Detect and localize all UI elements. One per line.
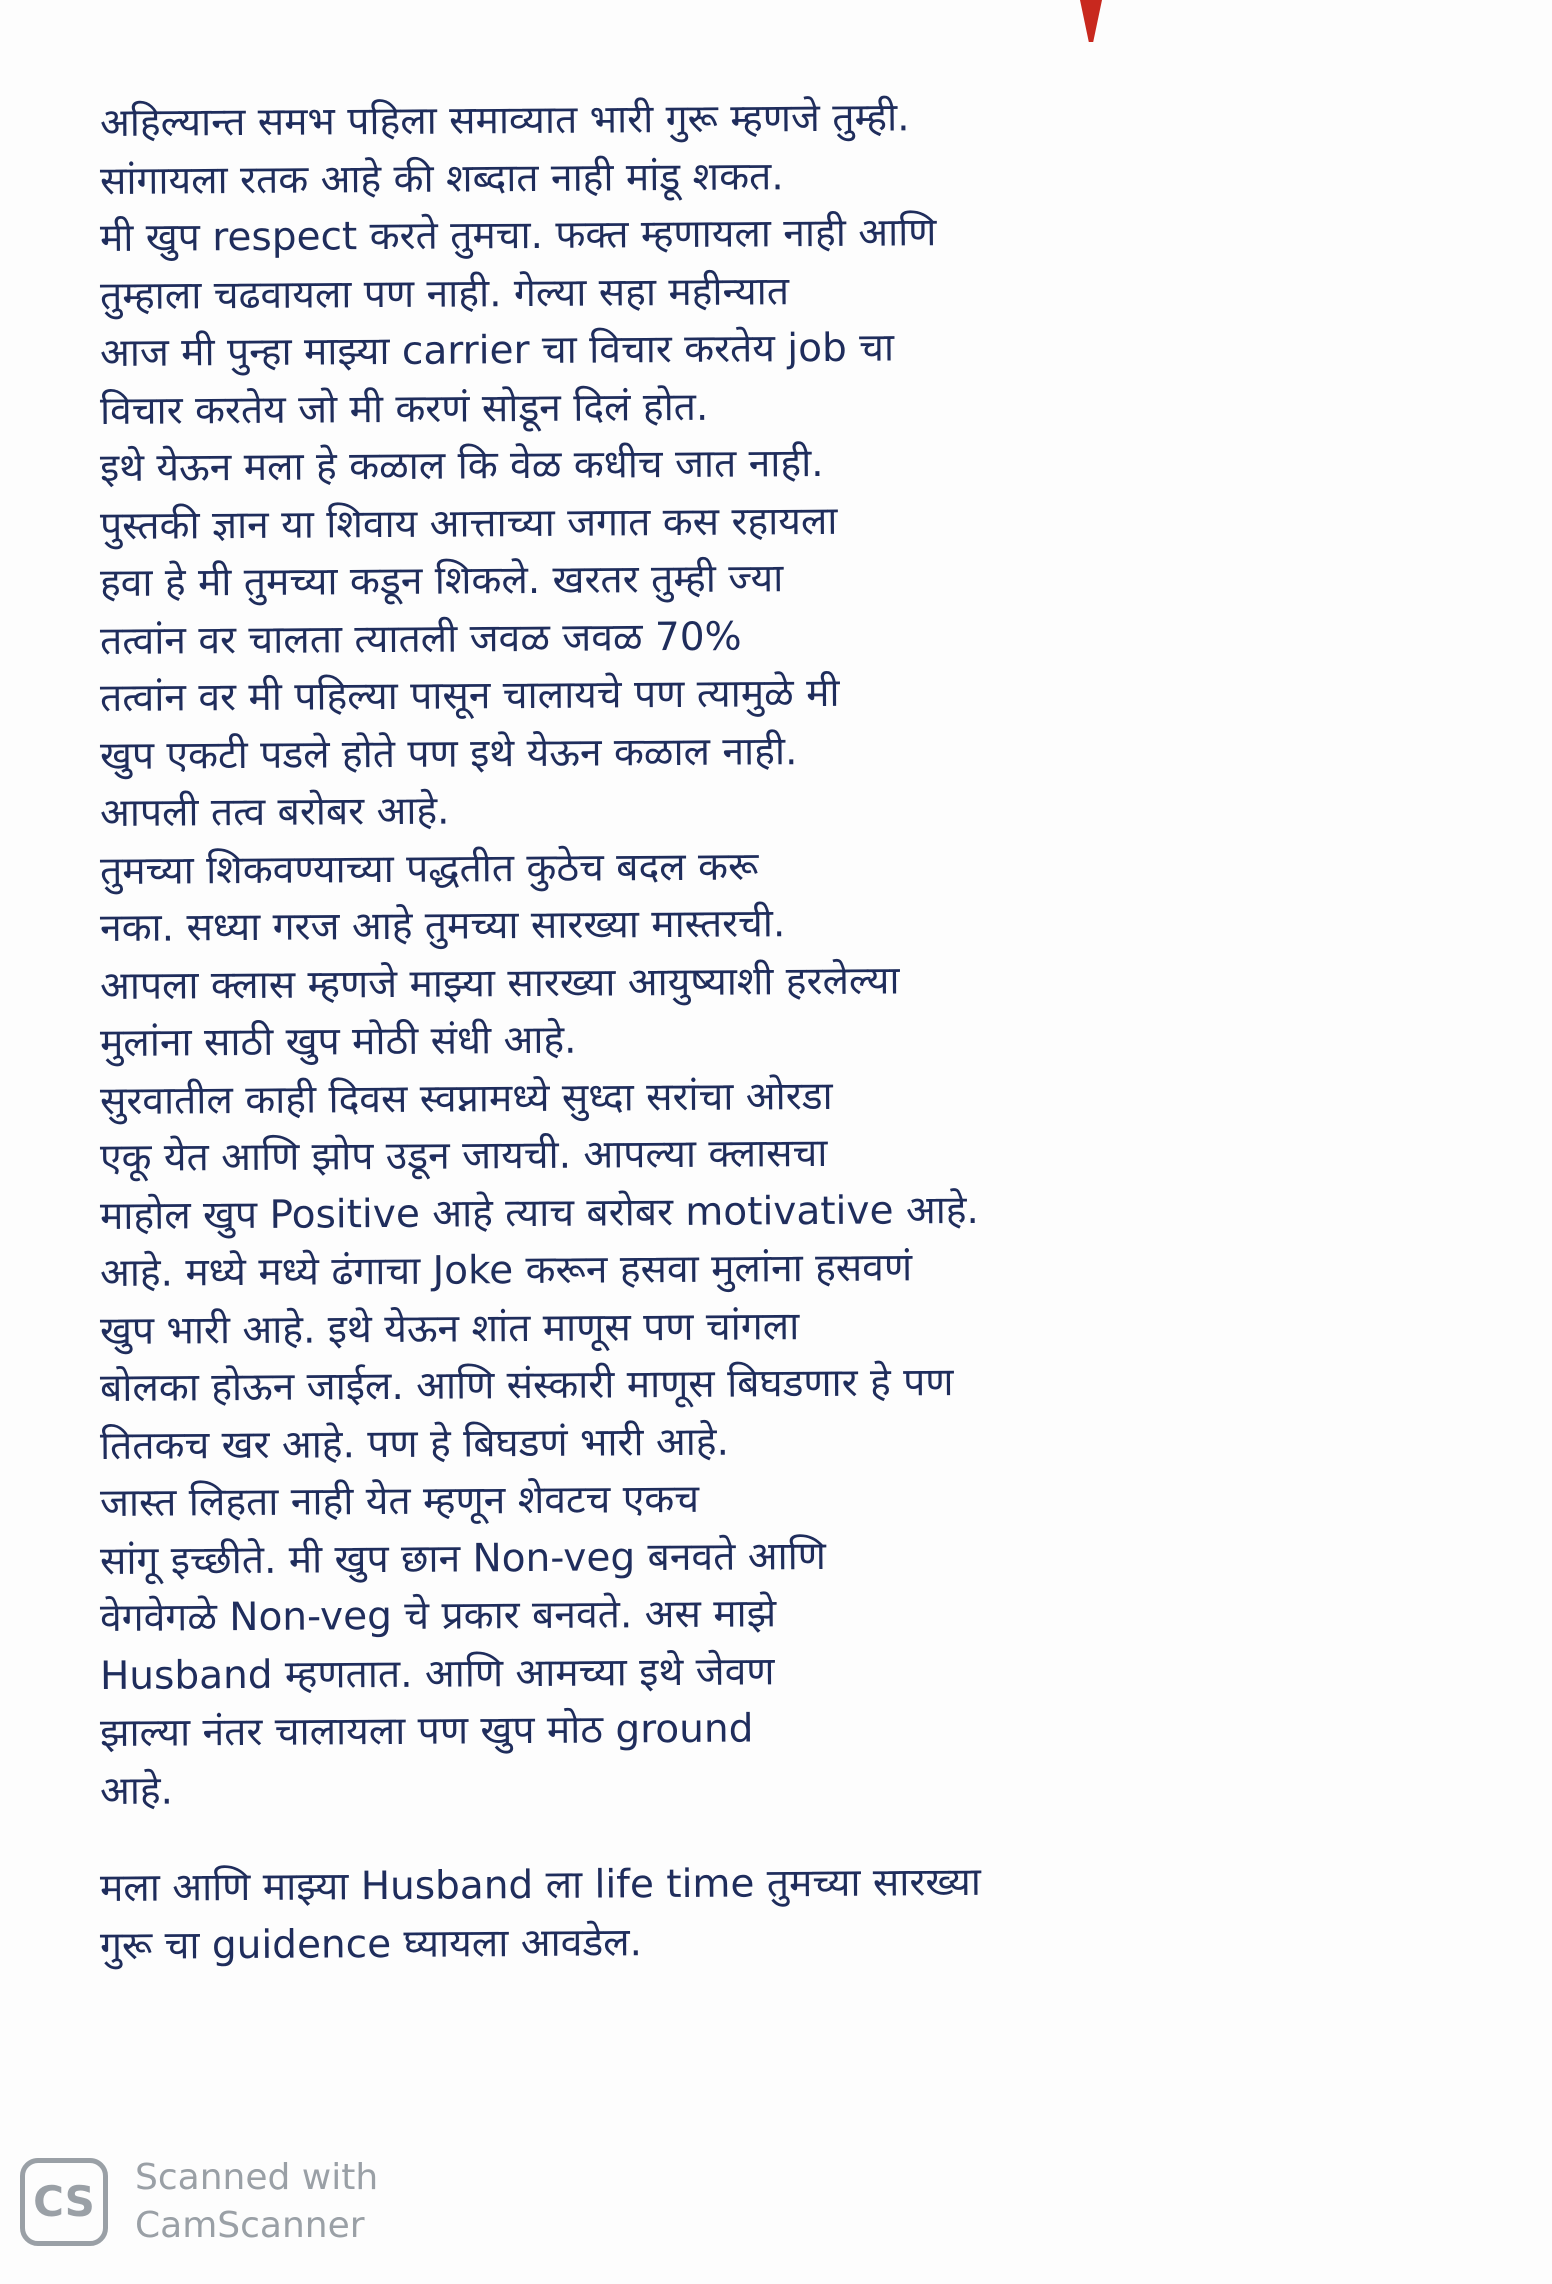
letter-line: तत्वांन वर चालता त्यातली जवळ जवळ 70% [99,614,742,664]
red-ink-mark [1080,0,1102,42]
watermark-line-2: CamScanner [135,2205,365,2246]
letter-line: मला आणि माझ्या Husband ला life time तुमच्या सारख्या [99,1859,982,1911]
letter-line: आहे. मध्ये मध्ये ढंगाचा Joke करून हसवा मुलांना हसवणं [99,1245,913,1296]
letter-line: आपली तत्व बरोबर आहे. [99,788,450,836]
letter-line: मुलांना साठी खुप मोठी संधी आहे. [99,1017,577,1066]
letter-line: हवा हे मी तुमच्या कडून शिकले. खरतर तुम्ही ज्या [99,556,784,606]
letter-line: आज मी पुन्हा माझ्या carrier चा विचार करतेय job चा [99,325,895,376]
letter-line: सांगायला रतक आहे की शब्दात नाही मांडू शकत. [99,153,784,204]
letter-line: माहोल खुप Positive आहे त्याच बरोबर motivative आहे. [99,1187,980,1239]
letter-line: Husband म्हणतात. आणि आमच्या इथे जेवण [99,1648,775,1699]
letter-line: इथे येऊन मला हे कळाल कि वेळ कधीच जात नाही. [99,440,824,491]
letter-line: विचार करतेय जो मी करणं सोडून दिलं होत. [99,384,709,434]
letter-line: जास्त लिहता नाही येत म्हणून शेवटच एकच [99,1476,700,1526]
letter-line: एकू येत आणि झोप उडून जायची. आपल्या क्लासचा [99,1130,828,1181]
watermark-text [135,2154,378,2250]
letter-line: खुप भारी आहे. इथे येऊन शांत माणूस पण चांगला [99,1303,800,1354]
watermark-line-1: Scanned with [135,2157,379,2198]
letter-line: आहे. [99,1767,174,1814]
letter-line: आपला क्लास म्हणजे माझ्या सारख्या आयुष्याशी हरलेल्या [99,957,900,1009]
letter-line: तुमच्या शिकवण्याच्या पद्धतीत कुठेच बदल करू [99,843,759,894]
letter-line: मी खुप respect करते तुमचा. फक्त म्हणायला नाही आणि [99,210,937,261]
letter-line: बोलका होऊन जाईल. आणि संस्कारी माणूस बिघडणार हे पण [99,1360,954,1411]
letter-line: तुम्हाला चढवायला पण नाही. गेल्या सहा महीन्यात [99,268,790,319]
letter-line: सांगू इच्छीते. मी खुप छान Non-veg बनवते आणि [99,1533,827,1584]
letter-line: सुरवातील काही दिवस स्वप्नामध्ये सुध्दा सरांचा ओरडा [99,1073,833,1124]
letter-line: तत्वांन वर मी पहिल्या पासून चालायचे पण त्यामुळे मी [99,670,840,721]
camscanner-logo-icon: CS [20,2158,108,2246]
camscanner-watermark [20,2150,420,2260]
letter-line: गुरू चा guidence घ्यायला आवडेल. [99,1919,643,1969]
letter-line: झाल्या नंतर चालायला पण खुप मोठ ground [99,1706,754,1756]
letter-line: तितकच खर आहे. पण हे बिघडणं भारी आहे. [99,1419,730,1469]
letter-line: वेगवेगळे Non-veg चे प्रकार बनवते. अस माझे [99,1591,777,1641]
handwritten-letter [100,95,1480,1975]
letter-line: अहिल्यान्त समभ पहिला समाव्यात भारी गुरू म्हणजे तुम्ही. [99,95,910,146]
letter-line: खुप एकटी पडले होते पण इथे येऊन कळाल नाही. [99,728,798,779]
letter-line: पुस्तकी ज्ञान या शिवाय आत्ताच्या जगात कस रहायला [99,498,838,549]
letter-line: नका. सध्या गरज आहे तुमच्या सारख्या मास्तरची. [99,901,786,951]
